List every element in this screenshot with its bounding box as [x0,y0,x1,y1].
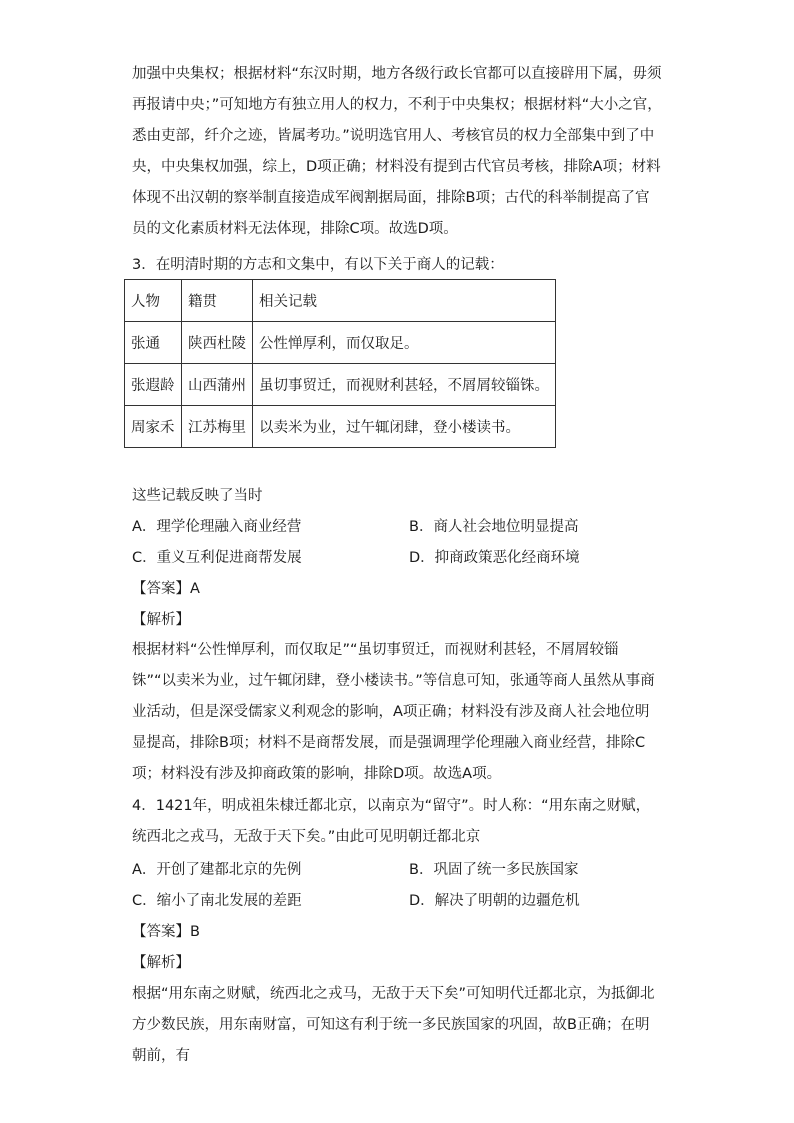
header-origin: 籍贯 [182,280,253,322]
cell-person: 张通 [125,322,182,364]
cell-person: 张遐龄 [125,364,182,406]
cell-person: 周家禾 [125,406,182,448]
header-person: 人物 [125,280,182,322]
q3-analysis: 根据材料“公性惮厚利，而仅取足”“虽切事贸迁，而视财利甚轻，不屑屑较锱铢”“以卖米为业，过午辄闭肆，登小楼读书。”等信息可知，张通等商人虽然从事商业活动，但是深受儒家义利观念的影响，A项正确；材料没有涉及商人社会地位明显提高，排除B项；材料不是商帮发展，而是强调理学伦理融入商业经营，排除C项；材料没有涉及抑商政策的影响，排除D项。故选A项。 [132,642,655,782]
q4-option-b: B．巩固了统一多民族国家 [409,862,579,878]
q3-stem: 3．在明清时期的方志和文集中，有以下关于商人的记载： [132,257,504,273]
q4-option-a: A．开创了建都北京的先例 [132,862,302,878]
cell-origin: 陕西杜陵 [182,322,253,364]
cell-origin: 江苏梅里 [182,406,253,448]
q4-stem: 4．1421年，明成祖朱棣迁都北京，以南京为“留守”。时人称：“用东南之财赋，统西北之戎马，无敌于天下矣。”由此可见明朝迁都北京 [132,798,651,845]
q4-option-c: C．缩小了南北发展的差距 [132,893,302,909]
q2-analysis-continued: 加强中央集权；根据材料“东汉时期，地方各级行政长官都可以直接辟用下属，毋须再报请中央；”可知地方有独立用人的权力，不利于中央集权；根据材料“大小之官，悉由吏部，纤介之迹，皆属考功。”说明选官用人、考核官员的权力全部集中到了中央，中央集权加强，综上，D项正确；材料没有提到古代官员考核，排除A项；材料体现不出汉朝的察举制直接造成军阀割据局面，排除B项；古代的科举制提高了官员的文化素质材料无法体现，排除C项。故选D项。 [132,66,662,237]
cell-record: 虽切事贸迁，而视财利甚轻，不屑屑较锱铢。 [253,364,556,406]
cell-origin: 山西蒲州 [182,364,253,406]
q4-answer: 【答案】B [132,924,200,940]
table-header-row [125,280,556,322]
cell-record: 以卖米为业，过午辄闭肆，登小楼读书。 [253,406,556,448]
table-row [125,322,556,364]
q4-option-d: D．解决了明朝的边疆危机 [409,893,580,909]
merchant-records-table [124,279,556,448]
q3-option-c: C．重义互利促进商帮发展 [132,550,302,566]
header-record: 相关记载 [253,280,556,322]
q3-option-b: B．商人社会地位明显提高 [409,519,579,535]
table-row [125,406,556,448]
cell-record: 公性惮厚利，而仅取足。 [253,322,556,364]
q3-question: 这些记载反映了当时 [132,488,263,504]
q3-option-d: D．抑商政策恶化经商环境 [409,550,580,566]
q3-option-a: A．理学伦理融入商业经营 [132,519,302,535]
q4-analysis-label: 【解析】 [132,955,190,971]
q4-analysis: 根据“用东南之财赋，统西北之戎马，无敌于天下矣”可知明代迁都北京，为抵御北方少数民族，用东南财富，可知这有利于统一多民族国家的巩固，故B正确；在明朝前，有 [132,986,655,1064]
table-row [125,364,556,406]
q3-analysis-label: 【解析】 [132,612,190,628]
q3-answer: 【答案】A [132,581,200,597]
